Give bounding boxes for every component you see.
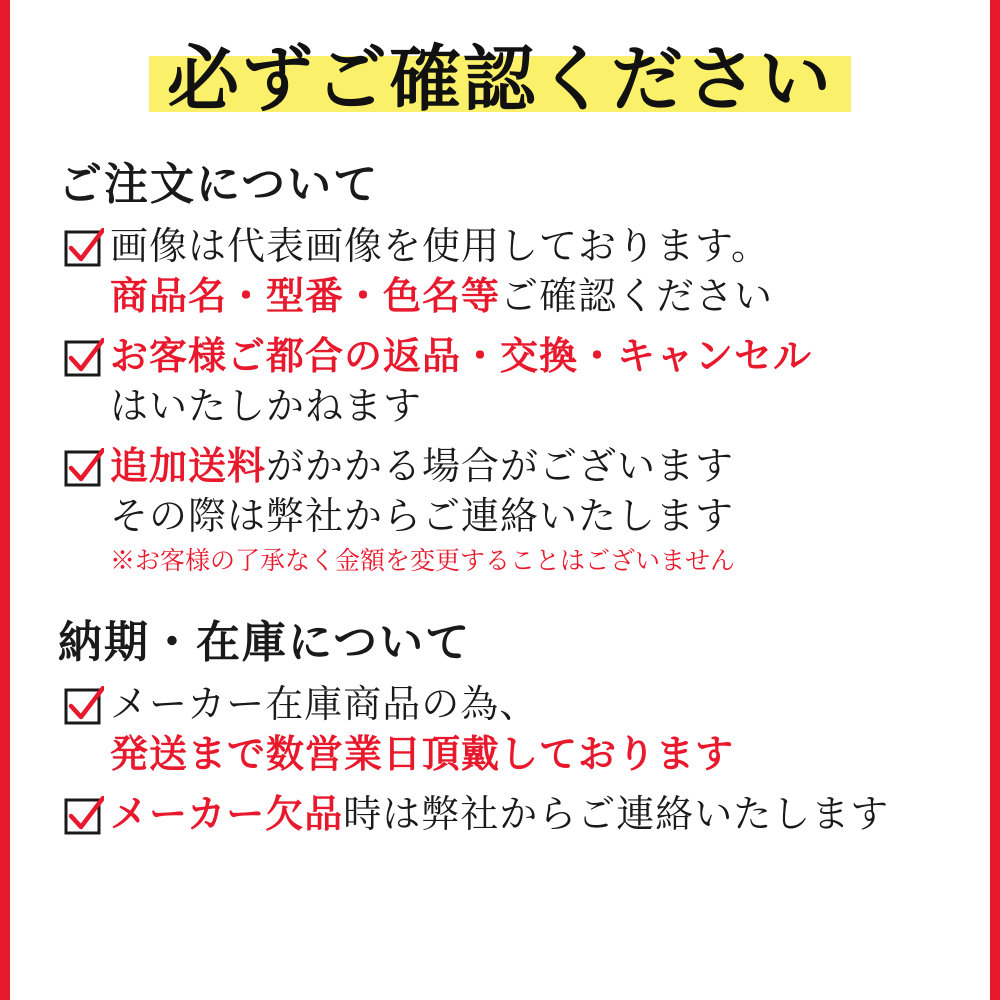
list-item-line: 発送まで数営業日頂戴しております [110,734,735,776]
emphasis-text: 追加送料 [110,446,267,488]
list-item-text [110,222,962,322]
list-item-line: その際は弊社からご連絡いたします [110,496,735,538]
left-red-border [0,0,10,1000]
list-item-line [110,790,962,840]
notice-content [10,0,990,1000]
section-heading-order: ご注文について [58,160,380,209]
plain-text: 時は弊社からご連絡いたします [343,794,890,836]
list-item-text [110,442,962,580]
list-item-line [110,272,962,322]
check-box-icon [64,796,104,836]
list-item-note: ※お客様の了承なく金額を変更することはございません [110,548,736,575]
list-item-line: はいたしかねます [110,386,423,428]
list-item [64,442,962,580]
plain-text: がかかる場合がございます [266,446,735,488]
list-item-text [110,680,962,780]
title-container [38,34,962,126]
right-red-border [990,0,1000,1000]
check-box-icon [64,448,104,488]
emphasis-text: メーカー欠品 [110,794,344,836]
list-item-line: メーカー在庫商品の為、 [110,684,539,726]
emphasis-text: 商品名・型番・色名等 [110,276,501,318]
page-title: 必ずご確認ください [149,34,851,126]
section-heading-delivery: 納期・在庫について [58,618,472,667]
plain-text: ご確認ください [500,276,774,318]
list-item [64,332,962,432]
list-item-text [110,332,962,432]
check-box-icon [64,686,104,726]
list-item-line: 画像は代表画像を使用しております。 [110,226,770,268]
check-box-icon [64,338,104,378]
list-item [64,222,962,322]
list-item-line: お客様ご都合の返品・交換・キャンセル [110,336,813,378]
list-item [64,790,962,840]
check-box-icon [64,228,104,268]
list-item [64,680,962,780]
list-item-text [110,790,962,840]
list-item-line [110,442,962,492]
